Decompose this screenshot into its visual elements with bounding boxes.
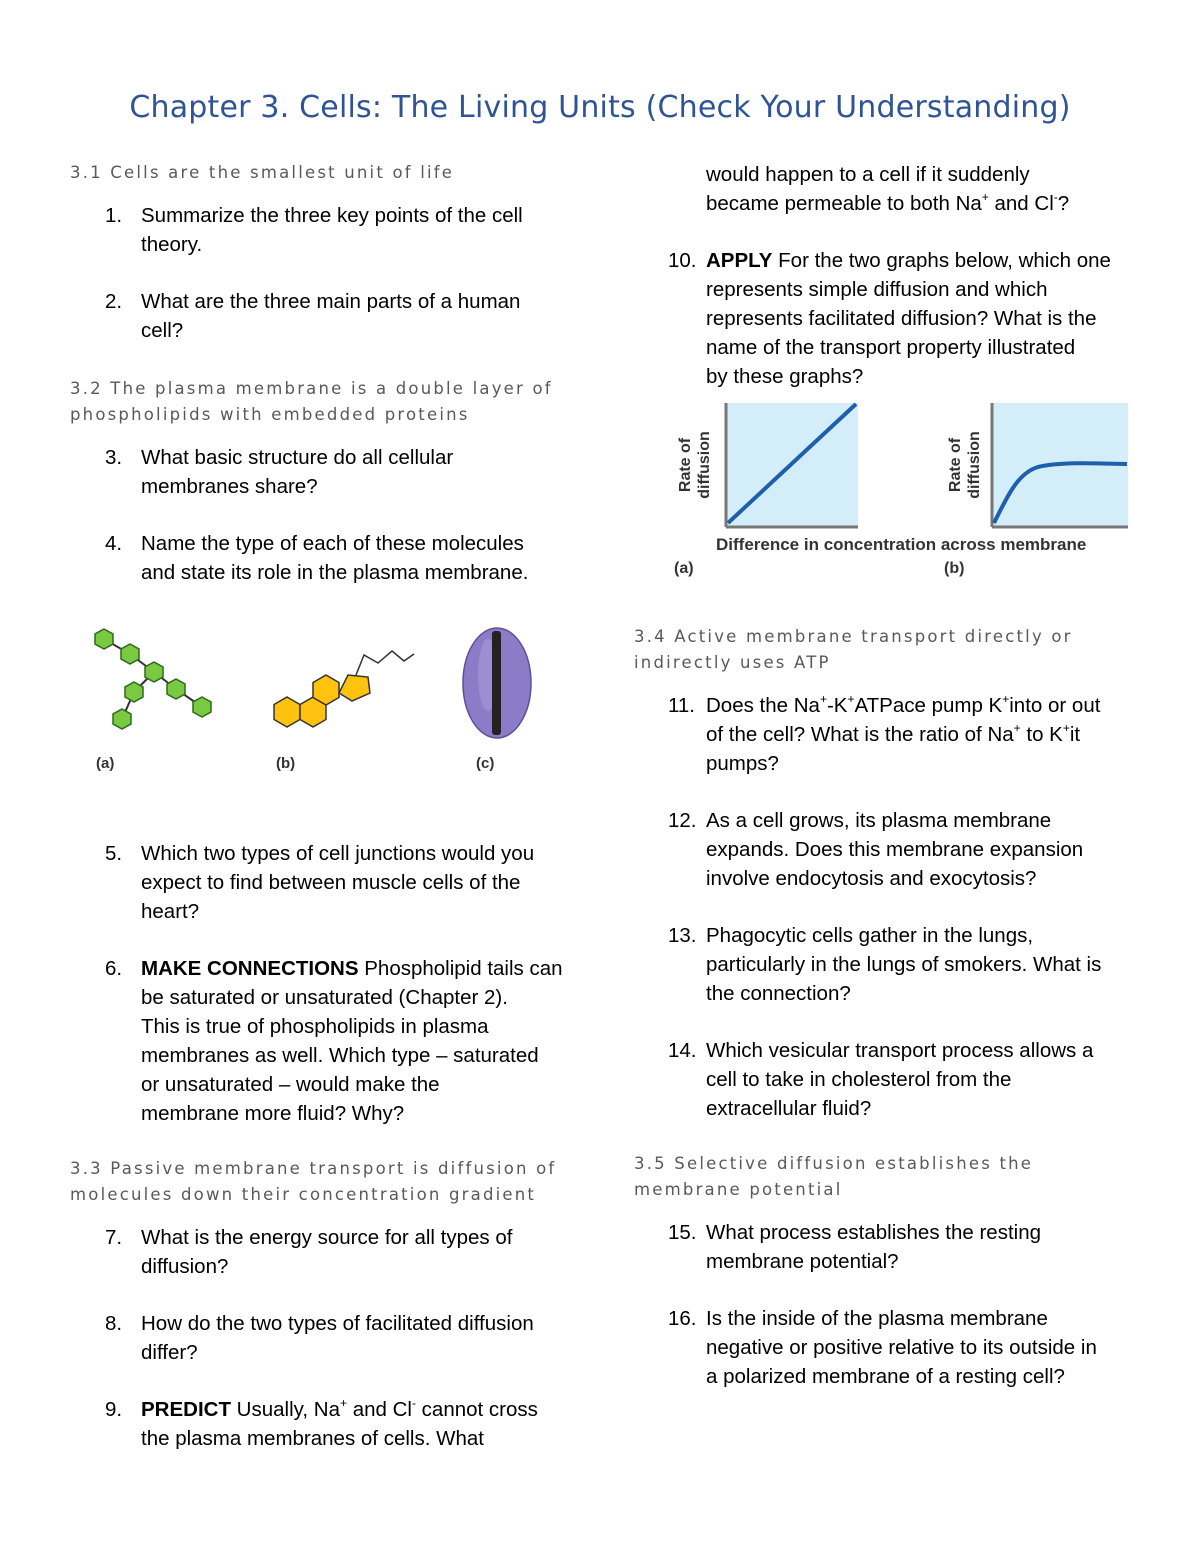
graph-a-ylabel-2: diffusion [696,431,713,499]
left-column [70,160,570,1453]
question-5: 5. Which two types of cell junctions would you expect to find between muscle cells of the heart? [105,842,535,923]
protein-molecule-c [463,628,531,738]
chain-molecule-a [95,629,211,729]
question-15: 15. What process establishes the resting membrane potential? [668,1221,1041,1273]
diffusion-graphs [672,399,1172,584]
graph-xlabel: Difference in concentration across membrane [716,535,1087,554]
molecule-label-b: (b) [276,755,296,772]
question-11: 11. Does the Na+-K+ATPace pump K+into or out of the cell? What is the ratio of Na+ to K+it pumps? [668,692,1101,775]
question-9-continued: would happen to a cell if it suddenly became permeable to both Na+ and Cl-? [706,163,1070,215]
question-9: 9. PREDICT Usually, Na+ and Cl- cannot cross the plasma membranes of cells. What [105,1396,538,1450]
page-title: Chapter 3. Cells: The Living Units (Check Your Understanding) [129,90,1071,125]
question-10: 10. APPLY For the two graphs below, which one represents simple diffusion and which represents facilitated diffusion? What is the name of the transport property illustrated by these graphs? [668,249,1111,388]
question-3: 3. What basic structure do all cellular membranes share? [105,446,454,498]
question-8: 8. How do the two types of facilitated diffusion differ? [105,1312,534,1364]
section-heading-3-5: 3.5 Selective diffusion establishes the membrane potential [634,1154,1034,1199]
ring-molecule-b [274,651,414,727]
graph-b-ylabel-1: Rate of [947,437,964,493]
molecule-label-c: (c) [476,755,495,772]
section-heading-3-3: 3.3 Passive membrane transport is diffusion of molecules down their concentration gradient [70,1159,557,1204]
section-heading-3-4: 3.4 Active membrane transport directly or indirectly uses ATP [634,627,1073,672]
question-12: 12. As a cell grows, its plasma membrane expands. Does this membrane expansion involve endocytosis and exocytosis? [668,809,1084,890]
section-heading-3-2: 3.2 The plasma membrane is a double layer of phospholipids with embedded proteins [70,379,553,424]
question-16: 16. Is the inside of the plasma membrane negative or positive relative to its outside in a polarized membrane of a resting cell? [668,1307,1097,1388]
question-14: 14. Which vesicular transport process allows a cell to take in cholesterol from the extracellular fluid? [668,1039,1094,1120]
question-4: 4. Name the type of each of these molecules and state its role in the plasma membrane. [105,532,529,584]
question-6: 6. MAKE CONNECTIONS Phospholipid tails can be saturated or unsaturated (Chapter 2). This is true of phospholipids in plasma membranes as well. Which type – saturated or unsaturated – would make the membrane more fluid? Why? [105,957,563,1125]
question-2: 2. What are the three main parts of a human cell? [105,290,521,342]
question-13: 13. Phagocytic cells gather in the lungs, particularly in the lungs of smokers. What is the connection? [668,924,1102,1005]
molecule-label-a: (a) [96,755,115,772]
question-7: 7. What is the energy source for all types of diffusion? [105,1226,513,1278]
graph-b [947,403,1128,527]
graph-label-b: (b) [944,560,965,577]
molecule-figure [86,627,566,787]
right-column [634,160,1134,1391]
section-heading-3-1: 3.1 Cells are the smallest unit of life [70,163,455,182]
graph-b-ylabel-2: diffusion [966,431,983,499]
graph-a [677,403,858,527]
question-1: 1. Summarize the three key points of the cell theory. [105,204,523,256]
graph-a-ylabel-1: Rate of [677,437,694,493]
graph-label-a: (a) [674,560,694,577]
